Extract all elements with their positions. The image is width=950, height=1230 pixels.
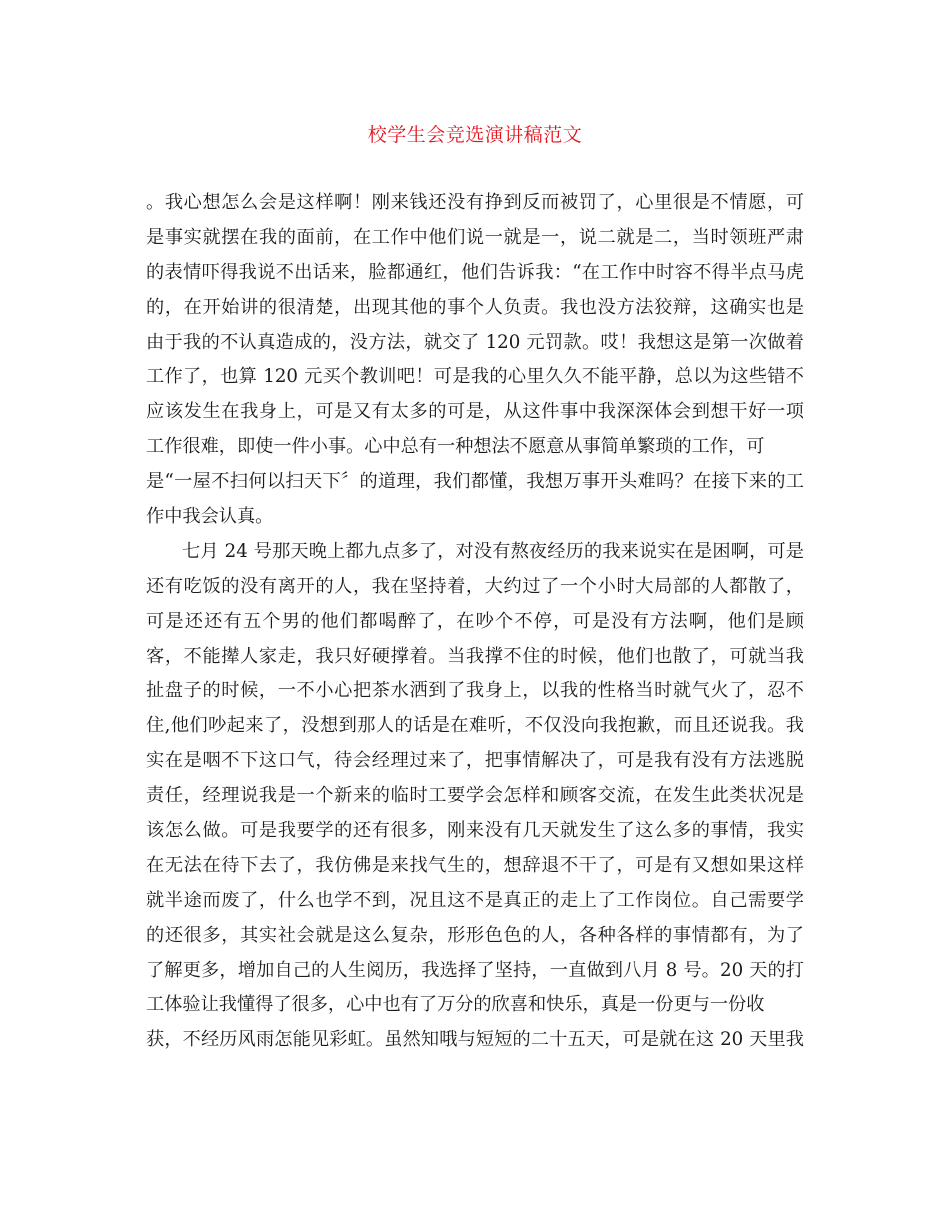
body-line: 工体验让我懂得了很多，心中也有了万分的欣喜和快乐，真是一份更与一份收 xyxy=(146,994,765,1016)
body-line: 可是还还有五个男的他们都喝醉了，在吵个不停，可是没有方法啊，他们是顾 xyxy=(146,610,804,632)
body-line: 由于我的不认真造成的，没方法，就交了 120 元罚款。哎！我想这是第一次做着 xyxy=(146,331,804,353)
body-line: 获，不经历风雨怎能见彩虹。虽然知哦与短短的二十五天，可是就在这 20 天里我 xyxy=(146,1029,804,1051)
document-body xyxy=(146,186,804,1058)
body-line: 的还很多，其实社会就是这么复杂，形形色色的人，各种各样的事情都有，为了 xyxy=(146,924,804,946)
body-line: 工作很难，即使一件小事。心中总有一种想法不愿意从事简单繁琐的工作，可 xyxy=(146,436,765,458)
body-line: 的表情吓得我说不出话来，脸都通红，他们告诉我：“在工作中时容不得半点马虎 xyxy=(146,261,804,283)
body-line: 应该发生在我身上，可是又有太多的可是，从这件事中我深深体会到想干好一项 xyxy=(146,401,804,423)
body-line: 的，在开始讲的很清楚，出现其他的事个人负责。我也没方法狡辩，这确实也是 xyxy=(146,296,804,318)
body-line: 是事实就摆在我的面前，在工作中他们说一就是一，说二就是二，当时领班严肃 xyxy=(146,226,804,248)
body-line: 客，不能撵人家走，我只好硬撑着。当我撑不住的时候，他们也散了，可就当我 xyxy=(146,645,804,667)
body-line: 在无法在待下去了，我仿佛是来找气生的，想辞退不干了，可是有又想如果这样 xyxy=(146,854,804,876)
paragraph-end-line: 作中我会认真。 xyxy=(146,506,274,528)
body-line: 扯盘子的时候，一不小心把茶水洒到了我身上，以我的性格当时就气火了，忍不 xyxy=(146,680,804,702)
body-line: 还有吃饭的没有离开的人，我在坚持着，大约过了一个小时大局部的人都散了， xyxy=(146,575,804,597)
body-line: 责任，经理说我是一个新来的临时工要学会怎样和顾客交流，在发生此类状况是 xyxy=(146,785,804,807)
body-line: 实在是咽不下这口气，待会经理过来了，把事情解决了，可是我有没有方法逃脱 xyxy=(146,750,804,772)
body-line: 住,他们吵起来了，没想到那人的话是在难听，不仅没向我抱歉，而且还说我。我 xyxy=(146,715,804,737)
body-line: 工作了，也算 120 元买个教训吧！可是我的心里久久不能平静，总以为这些错不 xyxy=(146,366,804,388)
body-line: 该怎么做。可是我要学的还有很多，刚来没有几天就发生了这么多的事情，我实 xyxy=(146,820,804,842)
body-line: 是“一屋不扫何以扫天下〞的道理，我们都懂，我想万事开头难吗？在接下来的工 xyxy=(146,471,804,493)
body-line: 。我心想怎么会是这样啊！刚来钱还没有挣到反而被罚了，心里很是不情愿，可 xyxy=(146,192,804,213)
body-line: 就半途而废了，什么也学不到，况且这不是真正的走上了工作岗位。自己需要学 xyxy=(146,889,804,911)
paragraph-start-line: 七月 24 号那天晚上都九点多了，对没有熬夜经历的我来说实在是困啊，可是 xyxy=(182,540,804,562)
document-title: 校学生会竞选演讲稿范文 xyxy=(367,124,583,146)
body-line: 了解更多，增加自己的人生阅历，我选择了坚持，一直做到八月 8 号。20 天的打 xyxy=(146,959,804,981)
